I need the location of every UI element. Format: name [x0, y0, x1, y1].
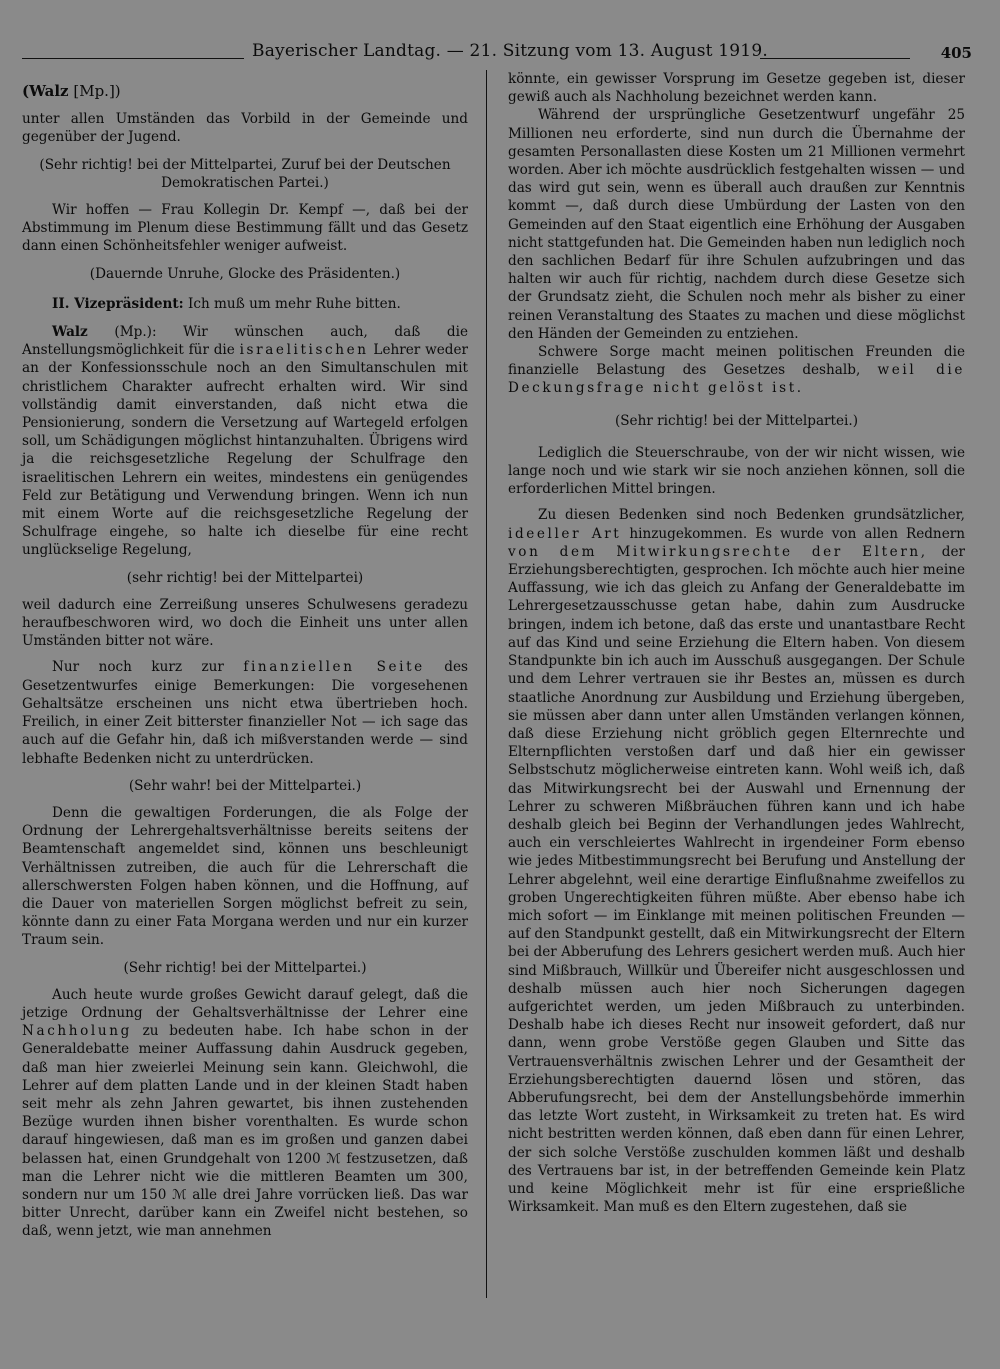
speaker-party: [Mp.]) [73, 82, 121, 100]
paragraph: Lediglich die Steuerschraube, von der wir nicht wissen, wie lange noch und wie stark wir sie noch anziehen können, soll die erforderlichen Mittel bringen. [508, 444, 965, 498]
speaker-continuation-head [22, 82, 468, 100]
paragraph: könnte, ein gewisser Vorsprung im Gesetze gegeben ist, dieser gewiß auch als Nachholung bezeichnet werden kann. [508, 71, 965, 106]
emphasis-spaced: Nachholung [22, 1023, 132, 1040]
paragraph: unter allen Umständen das Vorbild in der Gemeinde und gegenüber der Jugend. [22, 111, 468, 146]
emphasis-spaced: israelitischen [239, 342, 369, 359]
speaker-name: (Walz [22, 82, 69, 100]
vice-president-statement [22, 295, 468, 313]
interjection: (Sehr richtig! bei der Mittelpartei, Zuruf bei der Deutschen Demokratischen Partei.) [39, 156, 451, 191]
paragraph: Wir hoffen — Frau Kollegin Dr. Kempf —, daß bei der Abstimmung im Plenum diese Bestimmung fällt und das Gesetz dann einen Schönheitsfehler weniger aufweist. [22, 202, 468, 255]
left-column [22, 70, 468, 1241]
text-run: Zu diesen Bedenken sind noch Bedenken grundsätzlicher, [538, 507, 965, 524]
interjection: (Sehr richtig! bei der Mittelpartei.) [123, 959, 367, 976]
interjection: (sehr richtig! bei der Mittelpartei) [126, 569, 364, 586]
interjection: (Sehr wahr! bei der Mittelpartei.) [128, 777, 362, 794]
text-run: Nur noch kurz zur [52, 659, 244, 676]
paragraph [508, 506, 965, 1216]
speaker-name: Walz [52, 324, 88, 341]
text-run: , der Erziehungsberechtigten, gesprochen. Ich möchte auch hier meine Auffassung, wie ich das gleich zu Anfang der Generaldebatte im Lehrergesetzausschusse getan habe, dahin zum Ausdrucke bringen, indem ich betone, daß das erste und unantastbare Recht auf das Kind und seine Erziehung die Eltern haben. Von diesem Standpunkte bin ich auch im Ausschuß ausgegangen. Der Schule und dem Lehrer vertrauen sie ihr Bestes an, müssen es durch staatliche Anordnung zur Ausbildung und Erziehung übergeben, sie müssen aber dann unter allen Umständen verlangen können, daß diese Erziehung nicht gröblich gegen Elternrechte und Elternpflichten verstoßen darf und daß hier ein gewisser Selbstschutz möglicherweise eintreten kann. Wohl weiß ich, daß das Mitwirkungsrecht bei der Auswahl und Ernennung der Lehrer zu schweren Mißbräuchen führen kann und ich habe deshalb gleich bei Beginn der Verhandlungen jedes Wahlrecht, auch ein verschleiertes Wahlrecht in irgendeiner Form ebenso wie jedes Mitbestimmungsrecht bei Berufung und Anstellung der Lehrer abgelehnt, weil eine derartige Einflußnahme zweifellos zu groben Ungerechtigkeiten führen müßte. Aber ebenso habe ich mich sofort — im Einklange mit meinen politischen Freunden — auf den Standpunkt gestellt, daß ein Mitwirkungsrecht der Eltern bei der Abberufung des Lehrers gesichert werden muß. Auch hier sind Mißbrauch, Willkür und Übereifer nicht ausgeschlossen und deshalb müssen auch hier noch Sicherungen dagegen aufgerichtet werden, um jeden Mißbrauch zu unterbinden. Deshalb habe ich dieses Recht nur insoweit gefordert, daß nur dann, wenn grobe Verstöße gegen Glauben und Sitte das Vertrauensverhältnis zwischen Lehrer und der Gesamtheit der Erziehungsberechtigten dauernd lösen und stören, das Abberufungsrecht, bei dem der Anstellungsbehörde immerhin das letzte Wort zusteht, in Wirksamkeit zu treten hat. Es wird nicht bestritten werden können, daß eben dann für einen Lehrer, der sich solche Verstöße zuschulden kommen läßt und deshalb des Vertrauens bar ist, in der betreffenden Gemeinde kein Platz und keine Möglichkeit mehr ist für eine ersprießliche Wirksamkeit. Man muß es den Eltern zugestehen, daß sie [508, 543, 965, 1216]
paragraph: weil dadurch eine Zerreißung unseres Schulwesens geradezu heraufbeschworen wird, wo doch die Einheit uns unter allen Umständen bitter not wäre. [22, 596, 468, 650]
text-run: Lehrer weder an der Konfessionsschule noch an den Simultanschulen mit christlichem Charakter aufrecht erhalten wird. Wir sind vollständig damit einverstanden, daß nicht etwa die Pensionierung, sondern die Versetzung auf Wartegeld erfolgen soll, um Schädigungen möglichst hintanzuhalten. Übrigens wird ja die reichsgesetzliche Regelung der Schulfrage den israelitischen Lehrern ein weites, mindestens ein genügendes Feld zur Betätigung und Verwendung bringen. Wenn ich nun mit einem Worte auf die reichsgesetzliche Regelung der Schulfrage eingehe, so halte ich dieselbe für eine recht unglückselige Regelung, [22, 342, 469, 559]
column-divider [486, 70, 487, 1298]
vice-president-name: II. Vizepräsident: [52, 295, 184, 312]
paragraph [22, 658, 468, 767]
paragraph [508, 343, 965, 398]
paragraph [22, 986, 468, 1241]
vice-president-text: Ich muß um mehr Ruhe bitten. [187, 295, 401, 312]
paragraph: Während der ursprüngliche Gesetzentwurf ungefähr 25 Millionen neu erforderte, sind nun durch die Übernahme der gesamten Personallasten diese Kosten um 21 Millionen vermehrt worden. Aber ich möchte ausdrücklich festgehalten wissen — und das wird gut sein, wenn es überall auch draußen zur Kenntnis kommt —, daß durch diese Umbürdung der Lasten von den Gemeinden auf den Staat eigentlich eine Erhöhung der Ausgaben nicht stattgefunden hat. Die Gemeinden haben nun lediglich noch den sachlichen Bedarf für ihre Schulen aufzubringen und das halten wir auch für richtig, nachdem durch diese Gesetze sich der Grundsatz zieht, die Schulen noch mehr als bisher zu einer reinen Veranstaltung des Staates zu machen und diese möglichst den Händen der Gemeinden zu entziehen. [508, 107, 965, 342]
page-header [0, 0, 1000, 70]
emphasis-spaced: weil die Deckungsfrage nicht gelöst ist. [508, 362, 965, 397]
header-rule-right [760, 58, 910, 59]
text-run: Auch heute wurde großes Gewicht darauf gelegt, daß die jetzige Ordnung der Gehaltsverhältnisse der Lehrer eine [22, 986, 468, 1021]
emphasis-spaced: ideeller Art [508, 525, 622, 542]
text-run: des Gesetzentwurfes einige Bemerkungen: Die vorgesehenen Gehaltsätze erscheinen uns nicht etwa übertrieben hoch. Freilich, in einer Zeit bitterster finanzieller Not — ich sage das auch auf die Gefahr hin, daß ich mißverstanden werde — sind lebhafte Bedenken nicht zu unterdrücken. [22, 659, 468, 767]
text-run: zu bedeuten habe. Ich habe schon in der Generaldebatte meiner Auffassung dahin Ausdruck gegeben, daß man hier zweierlei Meinung sein kann. Gleichwohl, die Lehrer auf dem platten Lande und in der kleinen Stadt haben seit mehr als zehn Jahren gewartet, bis ihnen zustehenden Bezüge wurden ihnen bisher vorenthalten. Es wurde schon darauf hingewiesen, daß man es im großen und ganzen dabei belassen hat, einen Grundgehalt von 1200 ℳ festzusetzen, daß man die Lehrer nicht wie die mittleren Beamten um 300, sondern nur um 150 ℳ alle drei Jahre vorrücken ließ. Das war bitter Unrecht, darüber kann ein Zweifel nicht bestehen, so daß, wenn jetzt, wie man annehmen [22, 1023, 468, 1240]
paragraph: Denn die gewaltigen Forderungen, die als Folge der Ordnung der Lehrergehaltsverhältnisse bereits seitens der Beamtenschaft angemeldet sind, können uns beschleunigt Verhältnissen zutreiben, die auch für die Lehrerschaft die allerschwersten Folgen haben können, und die Hoffnung, auf die Dauer von materiellen Sorgen möglichst befreit zu sein, könnte dann zu einer Fata Morgana werden und nur ein kurzer Traum sein. [22, 804, 468, 949]
emphasis-spaced: von dem Mitwirkungsrechte der Eltern [508, 543, 921, 560]
interjection: (Sehr richtig! bei der Mittelpartei.) [614, 412, 859, 429]
emphasis-spaced: finanziellen Seite [243, 659, 425, 676]
interjection: (Dauernde Unruhe, Glocke des Präsidenten.) [89, 265, 401, 282]
speech-paragraph [22, 323, 468, 560]
text-run: hinzugekommen. Es wurde von allen Rednern [621, 525, 965, 542]
text-run: Schwere Sorge macht meinen politischen Freunden die finanzielle Belastung des Gesetzes deshalb, [508, 344, 965, 379]
right-column [508, 70, 965, 1216]
running-title: Bayerischer Landtag. — 21. Sitzung vom 13. August 1919. [252, 41, 768, 61]
header-rule-left [22, 58, 244, 59]
text-run: (Mp.): Wir wünschen auch, daß die Anstellungsmöglichkeit für die [22, 324, 468, 359]
page-number: 405 [940, 44, 972, 62]
